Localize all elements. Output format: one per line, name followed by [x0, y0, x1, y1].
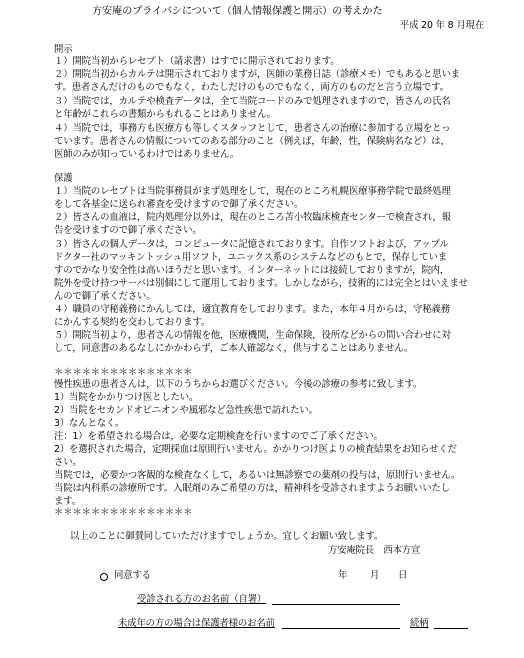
agree-checkbox[interactable] — [100, 573, 108, 581]
protection-line: をして各基金に送られ審査を受けますので御了承ください。 — [54, 199, 304, 210]
relation-label: 続柄 — [410, 618, 429, 629]
protection-line: 告を受けますので御了承ください。 — [54, 225, 202, 236]
disclosure-heading: 開示 — [54, 44, 73, 55]
protection-line: して，同意書のあるなしにかかわらず，ご本人確認なく，供与することはありません。 — [54, 343, 414, 354]
signature: 方安庵院長 西本方宣 — [328, 545, 421, 556]
chronic-line: ます。 — [54, 496, 81, 507]
protection-line: 院外を受け持つサーバは別個にして運用しております。しかしながら，技術的には完全とはいえませ — [54, 278, 468, 289]
chronic-line: 1）当院をかかりつけ医としたい。 — [54, 392, 199, 403]
page-title: 方安庵のプライバシについて（個人情報保護と開示）の考えかた — [92, 6, 383, 17]
document-date: 平成 20 年 8 月現在 — [399, 20, 484, 31]
chronic-line: 2）当院をセカンドオピニオンや風邪など急性疾患で訪れたい。 — [54, 405, 318, 416]
protection-line: ３）皆さんの個人データは，コンピュータに記憶されております。自作ソフトおよび，アップル — [54, 239, 449, 250]
disclosure-line: ３）当院では，カルテや検査データは，全て当院コードのみで処理されますので，皆さんの氏名 — [54, 96, 451, 107]
patient-name-label: 受診される方のお名前（自署） — [137, 594, 267, 605]
month-label: 月 — [370, 570, 380, 581]
closing-text: 以上のことに御賛同していただけますでしょうか。宜しくお願い致します。 — [70, 531, 384, 542]
chronic-line: 当院では，必要かつ客観的な検査なくして，あるいは無診察での薬剤の投与は，原則行いません。 — [54, 470, 461, 481]
chronic-line: 注：1）を希望される場合は，必要な定期検査を行いますのでご了承ください。 — [54, 431, 383, 442]
protection-line: ドクター社のマッキントッシュ用ソフト，ユニックス系のシステムなどのもとで，保存していま — [54, 252, 447, 263]
protection-line: １）当院のレセプトは当院事務員がまず処理をして，現在のところ札幌医療事務学院で最終処理 — [54, 186, 451, 197]
chronic-line: 3）なんとなく。 — [54, 418, 125, 429]
disclosure-line: す。患者さんだけのものでもなく，わたしだけのものでもなく，両方のものだと言う立場です。 — [54, 82, 449, 93]
chronic-line: 2）を選択された場合，定期採血は原則行いません。かかりつけ医よりの検査結果をお知らせくだ — [54, 444, 457, 455]
protection-line: すのでかなり安全性は高いほうだと思います。インターネットには接続しておりますが，院内， — [54, 265, 450, 276]
disclosure-line: 医師のみが知っているわけではありません。 — [54, 149, 240, 160]
relation-line[interactable] — [434, 628, 468, 629]
protection-line: ２）皆さんの血液は，院内処理分以外は，現在のところ苫小牧臨床検査センターで検査され，報 — [54, 212, 451, 223]
patient-name-line[interactable] — [272, 604, 400, 605]
disclosure-line: ています。患者さんの情報についてのある部分のこと（例えば，年齢，性，保険病名など）は， — [54, 136, 450, 147]
protection-line: ４）職員の守秘義務にかんしては，適宜教育をしております。また，本年４月からは，守秘義務 — [54, 304, 450, 315]
chronic-line: 当院は内科系の診療所です。入眠剤のみご希望の方は，精神科を受診されますようお願いいたし — [54, 483, 450, 494]
section-divider: ＊＊＊＊＊＊＊＊＊＊＊＊＊＊＊ — [54, 507, 193, 518]
section-divider: ＊＊＊＊＊＊＊＊＊＊＊＊＊＊＊ — [54, 367, 193, 378]
protection-line: んので御了承ください。 — [54, 291, 156, 302]
protection-line: にかんする契約を交わしております。 — [54, 317, 211, 328]
disclosure-line: ２）開院当初からカルテは開示されておりますが，医師の業務日誌（診療メモ）でもあると思いま — [54, 69, 460, 80]
protection-heading: 保護 — [54, 173, 73, 184]
agree-label: 同意する — [114, 570, 151, 581]
protection-line: ５）開院当初より，患者さんの情報を他，医療機関，生命保険，役所などからの問い合わせに対 — [54, 330, 451, 341]
guardian-name-line[interactable] — [282, 628, 400, 629]
disclosure-line: １）開院当初からレセプト（請求書）はすでに開示されております。 — [54, 56, 340, 67]
disclosure-line: と年齢がこれらの書類からもれることはありません。 — [54, 109, 276, 120]
chronic-line: さい。 — [54, 457, 82, 468]
year-label: 年 — [338, 570, 348, 581]
chronic-line: 慢性疾患の患者さんは，以下のうちからお選びください。今後の診療の参考に致します。 — [54, 379, 423, 390]
disclosure-line: ４）当院では，事務方も医療方も等しくスタッフとして，患者さんの治療に参加する立場をとっ — [54, 123, 451, 134]
day-label: 日 — [398, 570, 408, 581]
guardian-name-label: 未成年の方の場合は保護者様のお名前 — [118, 618, 275, 629]
